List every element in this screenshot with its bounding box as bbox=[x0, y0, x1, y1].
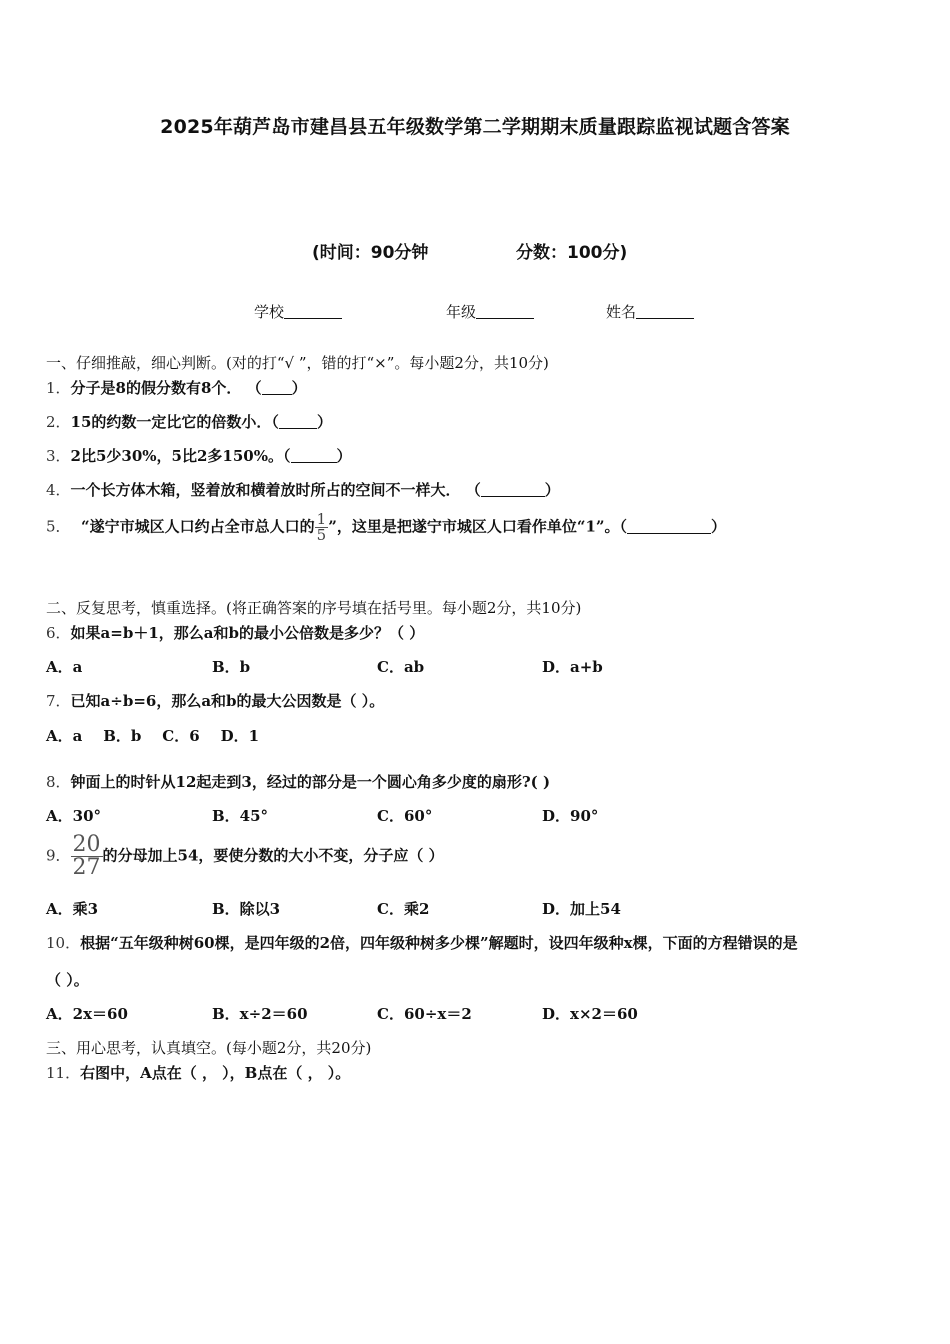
q2-end: ） bbox=[316, 413, 332, 431]
q4-number: 4． bbox=[46, 481, 71, 499]
page-title: 2025年葫芦岛市建昌县五年级数学第二学期期末质量跟踪监视试题含答案 bbox=[160, 116, 790, 138]
name-label: 姓名 bbox=[606, 303, 637, 321]
question-6 bbox=[46, 622, 424, 643]
q2-text: 15的约数一定比它的倍数小．（ bbox=[70, 413, 279, 431]
q10-option-d[interactable]: D．x×2＝60 bbox=[542, 1005, 638, 1023]
q5-answer-blank[interactable] bbox=[627, 519, 711, 534]
q7-number: 7． bbox=[46, 692, 71, 710]
q11-text: 右图中，A点在（ ， ），B点在（ ， ）。 bbox=[80, 1064, 351, 1082]
q1-text: 分子是8的假分数有8个． （ bbox=[70, 379, 262, 397]
section-3-heading: 三、用心思考，认真填空。(每小题2分，共20分) bbox=[46, 1039, 372, 1057]
q7-options[interactable]: A．a B．b C．6 D．1 bbox=[46, 727, 260, 745]
q1-end: ） bbox=[291, 379, 307, 397]
q6-option-c[interactable]: C．ab bbox=[377, 658, 425, 676]
q3-answer-blank[interactable] bbox=[291, 448, 337, 463]
exam-time: (时间：90分钟 bbox=[312, 243, 429, 263]
q9-fraction-numerator: 20 bbox=[72, 832, 101, 857]
q5-fraction-numerator: 1 bbox=[316, 510, 327, 528]
name-blank[interactable] bbox=[636, 304, 694, 319]
q2-number: 2． bbox=[46, 413, 71, 431]
question-10 bbox=[46, 932, 798, 953]
q6-text: 如果a=b＋1，那么a和b的最小公倍数是多少？（ ） bbox=[70, 624, 425, 642]
q11-number: 11． bbox=[46, 1064, 81, 1082]
q9-number: 9． bbox=[46, 846, 71, 865]
q8-text: 钟面上的时针从12起走到3，经过的部分是一个圆心角多少度的扇形?( ) bbox=[70, 773, 551, 791]
q3-end: ） bbox=[336, 447, 352, 465]
q6-option-b[interactable]: B．b bbox=[212, 658, 251, 676]
q8-number: 8． bbox=[46, 773, 71, 791]
q1-number: 1． bbox=[46, 379, 71, 397]
q5-number: 5． bbox=[46, 517, 71, 536]
school-blank[interactable] bbox=[284, 304, 342, 319]
question-2 bbox=[46, 411, 332, 432]
name-field[interactable] bbox=[606, 301, 694, 322]
q10-option-c[interactable]: C．60÷x＝2 bbox=[377, 1005, 472, 1023]
q5-text-pre: “遂宁市城区人口约占全市总人口的 bbox=[81, 517, 315, 536]
school-label: 学校 bbox=[254, 303, 285, 321]
question-9 bbox=[46, 834, 444, 879]
q3-text: 2比5少30%，5比2多150%。（ bbox=[70, 447, 291, 465]
section-1-heading: 一、仔细推敲，细心判断。(对的打“√ ”，错的打“×”。每小题2分，共10分) bbox=[46, 354, 549, 372]
q9-option-d[interactable]: D．加上54 bbox=[542, 900, 621, 918]
grade-blank[interactable] bbox=[476, 304, 534, 319]
q10-text-line2: （ ）。 bbox=[46, 971, 89, 989]
q7-text: 已知a÷b=6，那么a和b的最大公因数是（ ）。 bbox=[70, 692, 385, 710]
question-8 bbox=[46, 771, 550, 792]
q8-option-b[interactable]: B．45° bbox=[212, 807, 269, 825]
q4-end: ） bbox=[544, 481, 560, 499]
q5-end: ） bbox=[711, 517, 727, 536]
q9-option-a[interactable]: A．乘3 bbox=[46, 900, 99, 918]
q4-answer-blank[interactable] bbox=[481, 482, 545, 497]
q10-option-a[interactable]: A．2x＝60 bbox=[46, 1005, 128, 1023]
question-1 bbox=[46, 377, 307, 398]
q5-fraction bbox=[315, 512, 329, 543]
q8-option-a[interactable]: A．30° bbox=[46, 807, 102, 825]
q8-option-d[interactable]: D．90° bbox=[542, 807, 599, 825]
school-field[interactable] bbox=[254, 301, 342, 322]
q5-fraction-denominator: 5 bbox=[316, 526, 327, 544]
q9-fraction-denominator: 27 bbox=[72, 855, 101, 880]
q6-option-a[interactable]: A．a bbox=[46, 658, 83, 676]
q9-option-b[interactable]: B．除以3 bbox=[212, 900, 281, 918]
q3-number: 3． bbox=[46, 447, 71, 465]
question-4 bbox=[46, 479, 560, 500]
q2-answer-blank[interactable] bbox=[279, 414, 317, 429]
q9-option-c[interactable]: C．乘2 bbox=[377, 900, 430, 918]
q8-option-c[interactable]: C．60° bbox=[377, 807, 433, 825]
q5-text-post: ”，这里是把遂宁市城区人口看作单位“1”。（ bbox=[328, 517, 628, 536]
section-2-heading: 二、反复思考，慎重选择。(将正确答案的序号填在括号里。每小题2分，共10分) bbox=[46, 599, 582, 617]
q10-text-line1: 根据“五年级种树60棵，是四年级的2倍，四年级种树多少棵”解题时，设四年级种x棵，下面的方程错误的是 bbox=[80, 934, 798, 952]
q10-number: 10． bbox=[46, 934, 81, 952]
grade-field[interactable] bbox=[446, 301, 534, 322]
q4-text: 一个长方体木箱，竖着放和横着放时所占的空间不一样大． （ bbox=[70, 481, 481, 499]
question-5 bbox=[46, 512, 726, 543]
question-7 bbox=[46, 690, 384, 711]
q9-fraction bbox=[71, 834, 103, 879]
q9-text: 的分母加上54，要使分数的大小不变，分子应（ ） bbox=[102, 846, 444, 865]
question-3 bbox=[46, 445, 352, 466]
q1-answer-blank[interactable] bbox=[262, 380, 292, 395]
question-11 bbox=[46, 1062, 350, 1083]
q6-number: 6． bbox=[46, 624, 71, 642]
q10-option-b[interactable]: B．x÷2＝60 bbox=[212, 1005, 308, 1023]
exam-score: 分数：100分) bbox=[516, 243, 628, 263]
q6-option-d[interactable]: D．a+b bbox=[542, 658, 603, 676]
grade-label: 年级 bbox=[446, 303, 477, 321]
